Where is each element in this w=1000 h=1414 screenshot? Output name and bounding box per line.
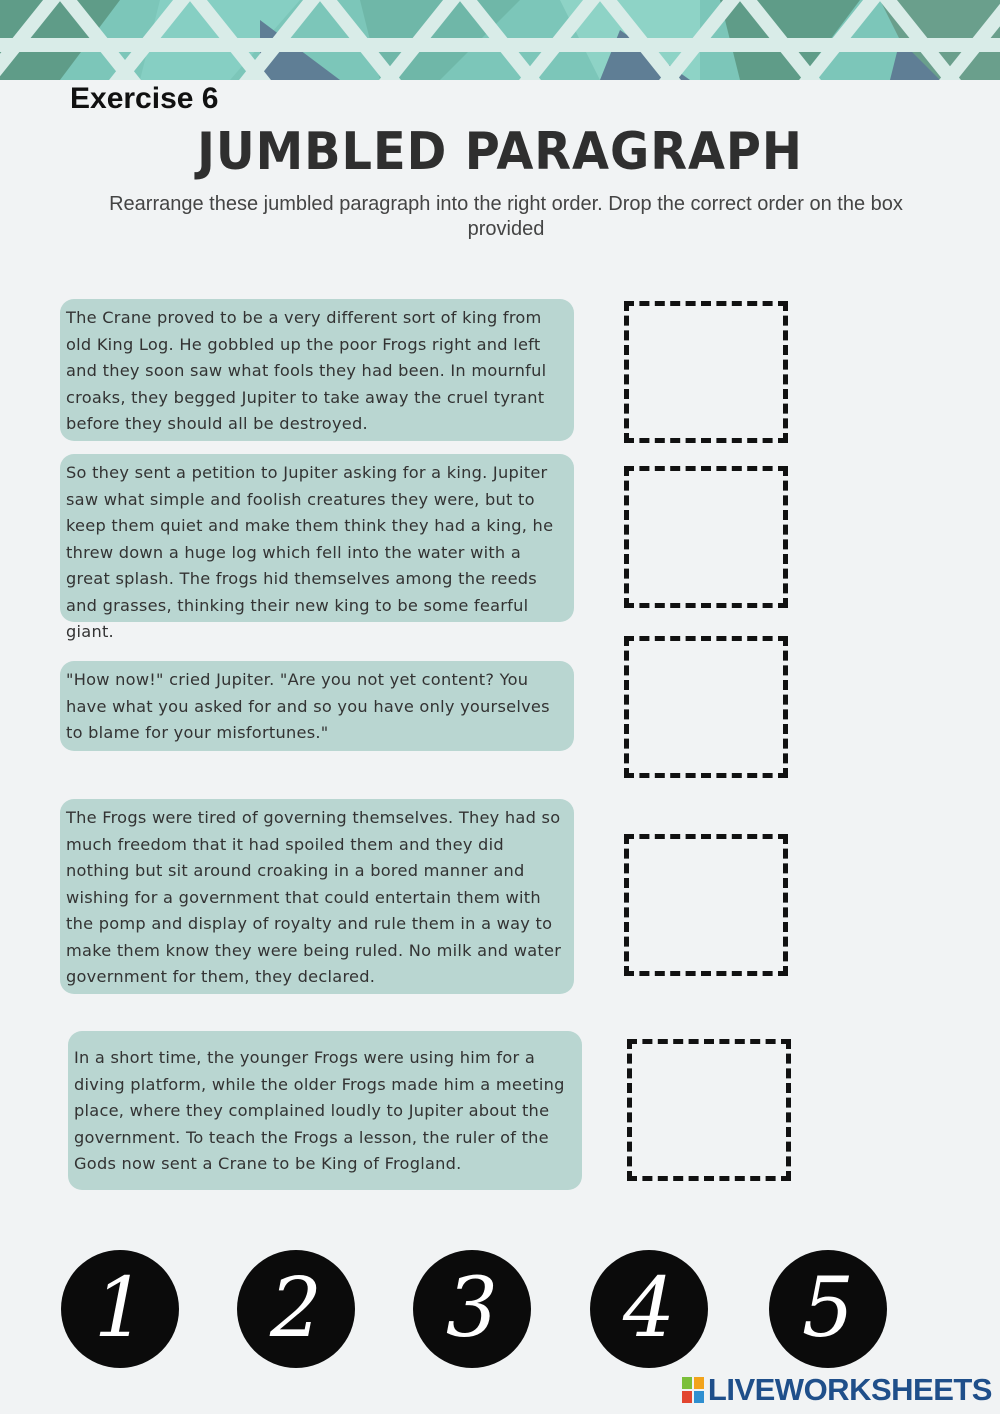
paragraph-card-2[interactable]: So they sent a petition to Jupiter asking for a king. Jupiter saw what simple and foolish creatures they were, but to keep them quiet and make them think they had a king, he threw down a huge log which fell into the water with a great splash. The frogs hid themselves among the reeds and grasses, thinking their new king to be some fearful giant. (60, 454, 574, 622)
drop-box-1[interactable] (624, 301, 788, 443)
paragraph-card-3[interactable]: "How now!" cried Jupiter. "Are you not yet content? You have what you asked for and so you have only yourselves to blame for your misfortunes." (60, 661, 574, 751)
number-token-1[interactable]: 1 (61, 1250, 179, 1368)
header-banner (0, 0, 1000, 80)
page-title: JUMBLED PARAGRAPH (197, 122, 803, 182)
paragraph-card-4[interactable]: The Frogs were tired of governing themselves. They had so much freedom that it had spoiled them and they did nothing but sit around croaking in a bored manner and wishing for a government that could entertain them with the pomp and display of royalty and rule them in a way to make them know they were being ruled. No milk and water government for them, they declared. (60, 799, 574, 994)
paragraph-card-1[interactable]: The Crane proved to be a very different sort of king from old King Log. He gobbled up the poor Frogs right and left and they soon saw what fools they had been. In mournful croaks, they begged Jupiter to take away the cruel tyrant before they should all be destroyed. (60, 299, 574, 441)
number-token-4[interactable]: 4 (590, 1250, 708, 1368)
number-token-2[interactable]: 2 (237, 1250, 355, 1368)
drop-box-5[interactable] (627, 1039, 791, 1181)
liveworksheets-logo (682, 1372, 992, 1408)
number-token-3[interactable]: 3 (413, 1250, 531, 1368)
geometric-pattern-icon (0, 0, 1000, 80)
number-token-5[interactable]: 5 (769, 1250, 887, 1368)
drop-box-3[interactable] (624, 636, 788, 778)
paragraph-card-5[interactable]: In a short time, the younger Frogs were using him for a diving platform, while the older Frogs made him a meeting place, where they complained loudly to Jupiter about the government. To teach the Frogs a lesson, the ruler of the Gods now sent a Crane to be King of Frogland. (68, 1031, 582, 1190)
liveworksheets-logo-icon (682, 1377, 704, 1403)
drop-box-4[interactable] (624, 834, 788, 976)
logo-text: LIVEWORKSHEETS (707, 1372, 992, 1407)
instructions-text: Rearrange these jumbled paragraph into the right order. Drop the correct order on the box provided (109, 193, 903, 240)
drop-box-2[interactable] (624, 466, 788, 608)
exercise-label: Exercise 6 (70, 82, 219, 115)
